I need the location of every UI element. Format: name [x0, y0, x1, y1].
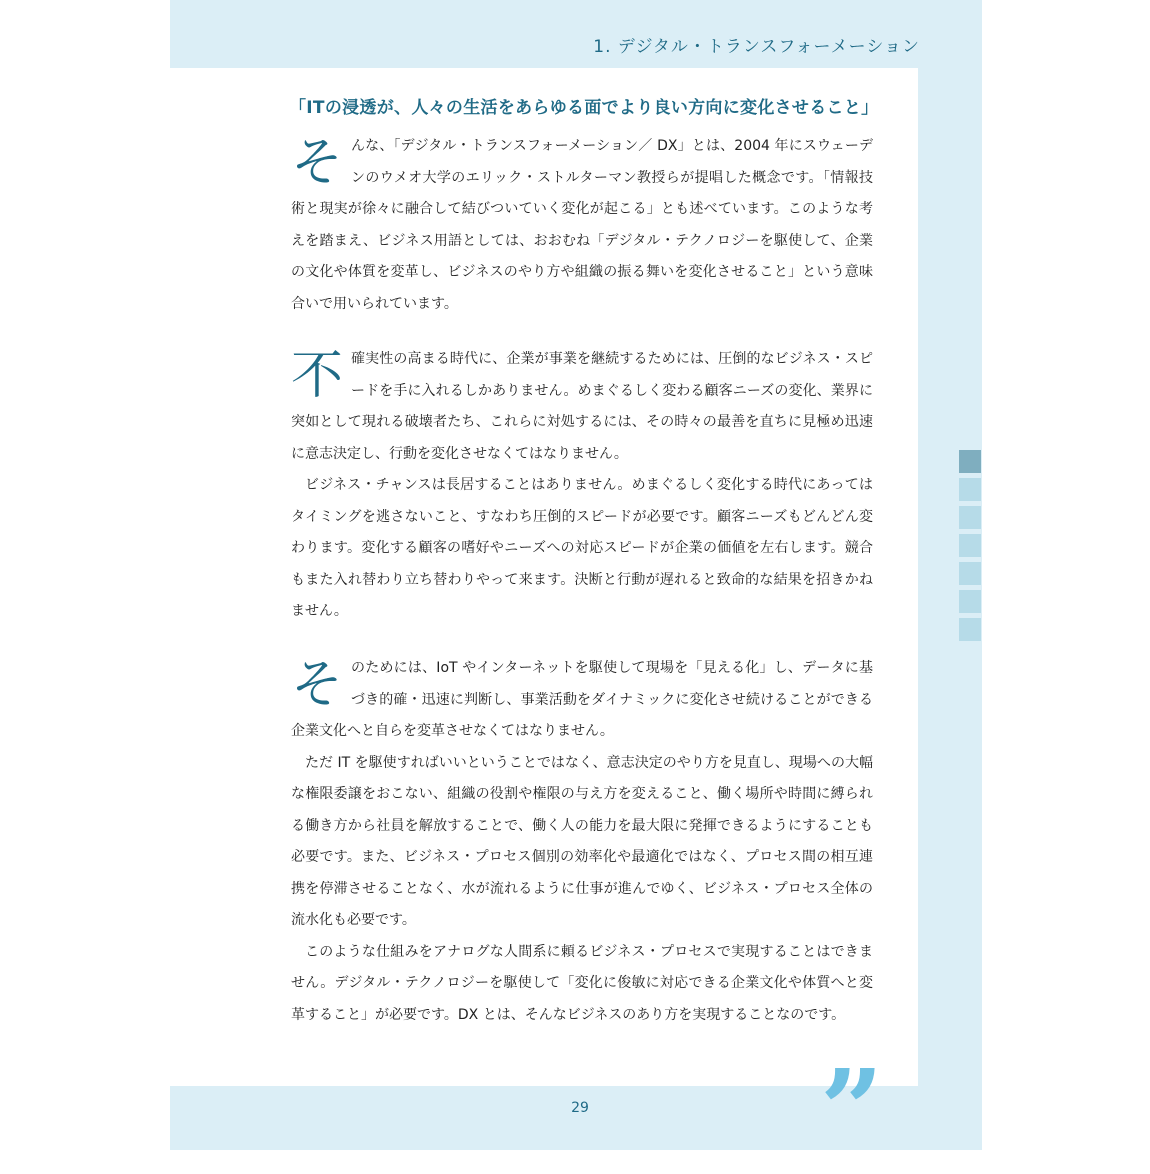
paragraph-text: 確実性の高まる時代に、企業が事業を継続するためには、圧倒的なビジネス・スピードを手に入れるしかありません。めまぐるしく変わる顧客ニーズの変化、業界に突如として現れる破壊者たち、これらに対処するには、その時々の最善を直ちに見極め迅速に意志決定し、行動を変化させなくてはなりません。 — [291, 351, 873, 462]
paragraph-text: ビジネス・チャンスは長居することはありません。めまぐるしく変化する時代にあってはタイミングを逃さないこと、すなわち圧倒的スピードが必要です。顧客ニーズもどんどん変わります。変化する顧客の嗜好やニーズへの対応スピードが企業の価値を左右します。競合もまた入れ替わり立ち替わりやって来ます。決断と行動が遅れると致命的な結果を招きかねません。 — [291, 477, 873, 619]
chapter-tab — [959, 506, 981, 529]
chapter-header: 1. デジタル・トランスフォーメーション — [593, 37, 920, 57]
chapter-tab — [959, 562, 981, 585]
paragraph-block-1 — [291, 131, 873, 320]
chapter-tab — [959, 478, 981, 501]
paragraph-block-3 — [291, 653, 873, 1031]
drop-cap: そ — [291, 655, 344, 715]
chapter-tab — [959, 590, 981, 613]
paragraph-block-2 — [291, 344, 873, 628]
paragraph-text: ただ IT を駆使すればいいということではなく、意志決定のやり方を見直し、現場への大幅な権限委譲をおこない、組織の役割や権限の与え方を変えること、働く場所や時間に縛られる働き方から社員を解放することで、働く人の能力を最大限に発揮できるようにすることも必要です。また、ビジネス・プロセス個別の効率化や最適化ではなく、プロセス間の相互連携を停滞させることなく、水が流れるように仕事が進んでゆく、ビジネス・プロセス全体の流水化も必要です。 — [291, 754, 873, 928]
closing-quote-icon: ” — [820, 1045, 884, 1174]
paragraph-text: このような仕組みをアナログな人間系に頼るビジネス・プロセスで実現することはできません。デジタル・テクノロジーを駆使して「変化に俊敏に対応できる企業文化や体質へと変革すること」が必要です。DX とは、そんなビジネスのあり方を実現することなのです。 — [291, 943, 873, 1023]
paragraph-text: のためには、IoT やインターネットを駆使して現場を「見える化」し、データに基づき的確・迅速に判断し、事業活動をダイナミックに変化させ続けることができる企業文化へと自らを変革させなくてはなりません。 — [291, 660, 873, 739]
drop-cap: 不 — [291, 346, 344, 406]
chapter-tab — [959, 618, 981, 641]
paragraph-text: んな、「デジタル・トランスフォーメーション／ DX」とは、2004 年にスウェーデンのウメオ大学のエリック・ストルターマン教授らが提唱した概念です。「情報技術と現実が徐々に融合して結びついていく変化が起こる」とも述べています。このような考えを踏まえ、ビジネス用語としては、おおむね「デジタル・テクノロジーを駆使して、企業の文化や体質を変革し、ビジネスのやり方や組織の振る舞いを変化させること」という意味合いで用いられています。 — [291, 138, 873, 312]
chapter-tab-active — [959, 450, 981, 473]
chapter-tab — [959, 534, 981, 557]
section-title: 「ITの浸透が、人々の生活をあらゆる面でより良い方向に変化させること」 — [289, 98, 879, 118]
chapter-index-tabs — [959, 450, 981, 646]
drop-cap: そ — [291, 133, 344, 193]
page-number: 29 — [571, 1100, 589, 1116]
